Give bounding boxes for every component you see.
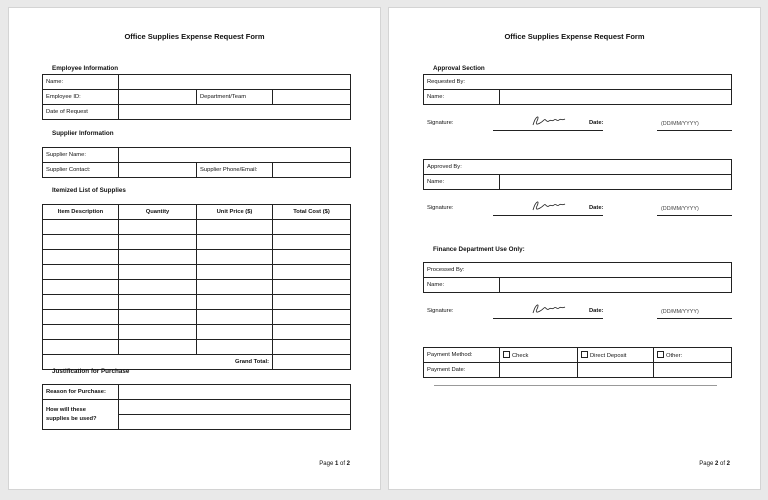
name-label: Name: [424,175,500,190]
table-row [43,265,351,280]
table-row [424,263,732,278]
item-cell[interactable] [273,235,351,250]
checkbox-icon[interactable] [503,351,510,358]
approved-name-field[interactable] [500,175,732,190]
item-cell[interactable] [119,235,197,250]
item-cell[interactable] [197,310,273,325]
table-row [43,325,351,340]
department-field[interactable] [273,90,351,105]
table-row [43,280,351,295]
item-cell[interactable] [43,310,119,325]
item-cell[interactable] [273,295,351,310]
how-used-field[interactable] [119,400,351,415]
table-row [43,235,351,250]
option-check[interactable] [500,348,578,363]
item-cell[interactable] [43,295,119,310]
item-cell[interactable] [119,280,197,295]
item-cell[interactable] [43,220,119,235]
item-cell[interactable] [119,250,197,265]
date-line[interactable] [657,130,732,131]
table-row [43,310,351,325]
item-cell[interactable] [197,265,273,280]
footer-prefix: Page [699,461,715,467]
footer-mid: of [338,461,347,467]
name-label: Name: [43,75,119,90]
name-label: Name: [424,278,500,293]
requested-name-field[interactable] [500,90,732,105]
option-direct-deposit[interactable] [578,348,654,363]
section-itemized-list: Itemized List of Supplies [52,187,126,194]
date-format-hint: (DD/MM/YYYY) [661,121,699,127]
payment-date-field[interactable] [578,363,654,378]
item-cell[interactable] [119,325,197,340]
table-row [43,105,351,120]
payment-date-label: Payment Date: [424,363,500,378]
item-cell[interactable] [119,220,197,235]
item-cell[interactable] [43,250,119,265]
table-row [43,220,351,235]
reason-label: Reason for Purchase: [43,385,119,400]
item-cell[interactable] [273,280,351,295]
table-row [424,363,732,378]
grand-total-label: Grand Total: [43,355,273,370]
table-row [43,75,351,90]
supplier-contact-field[interactable] [119,163,197,178]
processed-by-table [423,262,732,293]
signature-label: Signature: [427,205,454,211]
item-cell[interactable] [273,325,351,340]
item-cell[interactable] [197,280,273,295]
department-label: Department/Team [197,90,273,105]
justification-table [42,384,351,430]
item-cell[interactable] [273,250,351,265]
payment-method-label: Payment Method: [424,348,500,363]
grand-total-field[interactable] [273,355,351,370]
name-field[interactable] [119,75,351,90]
approved-signature-row [425,197,732,221]
how-used-label-line2: supplies be used? [46,415,97,422]
table-row [43,148,351,163]
option-other[interactable] [654,348,732,363]
signature-label: Signature: [427,120,454,126]
signature-line[interactable] [493,318,603,319]
item-cell[interactable] [197,235,273,250]
how-used-field[interactable] [119,415,351,430]
date-label: Date: [589,120,604,126]
footer-current-page: 2 [714,461,719,467]
date-of-request-label: Date of Request [43,105,119,120]
document-page-1 [8,7,381,490]
section-finance: Finance Department Use Only: [433,246,525,253]
item-cell[interactable] [43,280,119,295]
table-row [43,163,351,178]
how-used-label [43,400,119,430]
page-footer [699,461,730,467]
requested-by-label: Requested By: [424,75,732,90]
section-approval: Approval Section [433,65,485,72]
signature-mark-icon [531,301,567,317]
form-title: Office Supplies Expense Request Form [124,32,265,41]
item-cell[interactable] [197,220,273,235]
checkbox-icon[interactable] [581,351,588,358]
item-cell[interactable] [119,295,197,310]
supplier-phone-label: Supplier Phone/Email: [197,163,273,178]
column-header: Item Description [43,205,119,220]
section-supplier-information: Supplier Information [52,130,114,137]
supplier-table [42,147,351,178]
item-cell[interactable] [119,265,197,280]
signature-mark-icon [531,113,567,129]
payment-date-field[interactable] [654,363,732,378]
date-of-request-field[interactable] [119,105,351,120]
column-header: Quantity [119,205,197,220]
column-header: Unit Price ($) [197,205,273,220]
requested-by-table [423,74,732,105]
processed-by-label: Processed By: [424,263,732,278]
table-row [43,295,351,310]
employee-id-field[interactable] [119,90,197,105]
footer-prefix: Page [319,461,335,467]
how-used-label-line1: How will these [46,406,86,413]
supplier-name-field[interactable] [119,148,351,163]
section-employee-information: Employee Information [52,65,119,72]
table-row [424,348,732,363]
item-cell[interactable] [197,295,273,310]
requested-signature-row [425,112,732,136]
footer-mid: of [718,461,727,467]
supplier-name-label: Supplier Name: [43,148,119,163]
item-cell[interactable] [197,325,273,340]
date-format-hint: (DD/MM/YYYY) [661,206,699,212]
item-cell[interactable] [43,235,119,250]
table-row [43,400,351,415]
option-label: Other: [666,353,683,359]
item-cell[interactable] [273,220,351,235]
table-row [424,90,732,105]
table-row [43,90,351,105]
table-row [43,385,351,400]
table-row [424,175,732,190]
supplier-contact-label: Supplier Contact: [43,163,119,178]
supplier-phone-field[interactable] [273,163,351,178]
item-cell[interactable] [43,325,119,340]
date-label: Date: [589,308,604,314]
item-cell[interactable] [273,340,351,355]
section-justification: Justification for Purchase [52,368,130,375]
signature-line[interactable] [493,215,603,216]
signature-line[interactable] [493,130,603,131]
date-line[interactable] [657,215,732,216]
table-row [43,250,351,265]
document-page-2 [388,7,761,490]
page-footer [319,461,350,467]
item-cell[interactable] [273,265,351,280]
footer-total-pages: 2 [346,461,350,467]
date-format-hint: (DD/MM/YYYY) [661,309,699,315]
table-row [424,278,732,293]
table-row [424,160,732,175]
item-cell[interactable] [197,340,273,355]
processed-name-field[interactable] [500,278,732,293]
item-cell[interactable] [119,310,197,325]
signature-label: Signature: [427,308,454,314]
approved-by-table [423,159,732,190]
item-cell[interactable] [273,310,351,325]
processed-signature-row [425,300,732,324]
option-label: Direct Deposit [590,353,627,359]
table-row [424,75,732,90]
divider [434,385,717,386]
employee-id-label: Employee ID: [43,90,119,105]
option-label: Check [512,353,529,359]
item-cell[interactable] [43,340,119,355]
reason-field[interactable] [119,385,351,400]
footer-current-page: 1 [334,461,339,467]
items-header-row [43,205,351,220]
item-cell[interactable] [43,265,119,280]
date-label: Date: [589,205,604,211]
name-label: Name: [424,90,500,105]
item-cell[interactable] [119,340,197,355]
table-row [43,340,351,355]
date-line[interactable] [657,318,732,319]
checkbox-icon[interactable] [657,351,664,358]
signature-mark-icon [531,198,567,214]
payment-date-field[interactable] [500,363,578,378]
item-cell[interactable] [197,250,273,265]
column-header: Total Cost ($) [273,205,351,220]
form-title: Office Supplies Expense Request Form [504,32,645,41]
footer-total-pages: 2 [726,461,730,467]
payment-table [423,347,732,378]
approved-by-label: Approved By: [424,160,732,175]
employee-table [42,74,351,120]
items-table [42,204,351,370]
